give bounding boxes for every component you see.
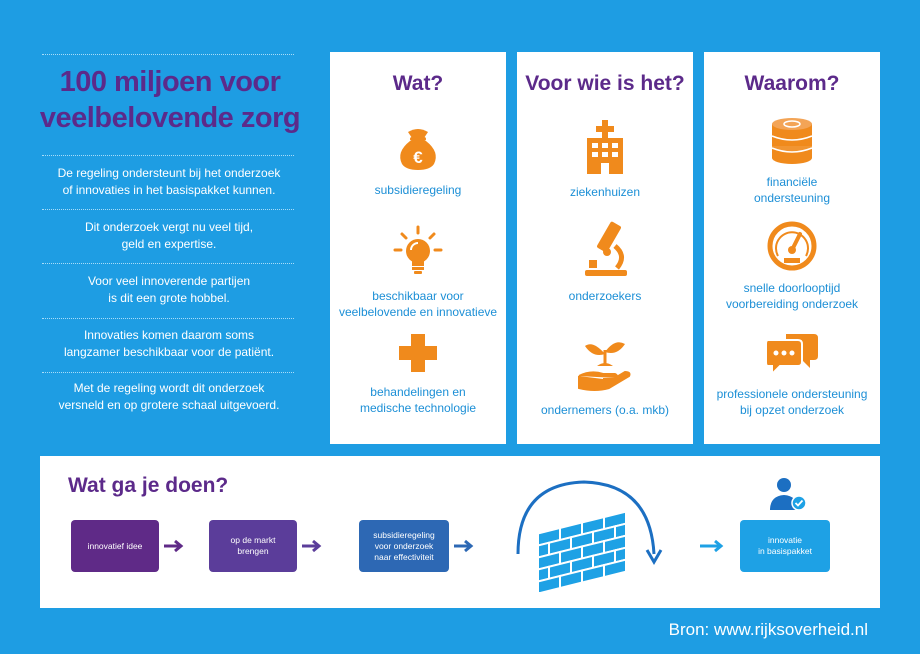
- item-label: voorbereiding onderzoek: [725, 297, 859, 311]
- item-label: subsidieregeling: [374, 183, 462, 197]
- step-label: naar effectiviteit: [374, 551, 434, 562]
- speedometer-icon: [766, 220, 818, 272]
- divider: [42, 263, 294, 264]
- lightbulb-icon: [390, 224, 446, 280]
- card-item: [330, 122, 506, 198]
- intro-statement: [40, 273, 298, 307]
- intro-text: of innovaties in het basispakket kunnen.: [62, 183, 276, 197]
- card-item: [517, 118, 693, 200]
- card-voor-wie: [517, 52, 693, 444]
- coin-stack-icon: [768, 116, 816, 166]
- user-check-icon: [768, 476, 808, 512]
- intro-text: langzamer beschikbaar voor de patiënt.: [63, 345, 275, 359]
- svg-text:€: €: [413, 148, 423, 167]
- title-line-1: 100 miljoen voor: [59, 66, 281, 98]
- card-item: [704, 220, 880, 312]
- step-label: innovatief idee: [87, 540, 143, 551]
- process-step: [359, 520, 449, 572]
- step-label: subsidieregeling: [373, 529, 435, 540]
- card-heading: Waarom?: [744, 72, 840, 95]
- card-item: [517, 220, 693, 304]
- brick-wall-icon: [504, 474, 684, 592]
- item-label: onderzoekers: [568, 289, 642, 303]
- intro-text: versneld en op grotere schaal uitgevoerd.: [58, 398, 280, 412]
- card-item: [704, 116, 880, 206]
- item-label: snelle doorlooptijd: [743, 281, 841, 295]
- arrow-right-icon: [700, 539, 724, 553]
- intro-statement: [40, 165, 298, 199]
- intro-text: Innovaties komen daarom soms: [83, 328, 255, 342]
- money-bag-euro-icon: [392, 122, 444, 174]
- intro-statement: [40, 219, 298, 253]
- divider: [42, 209, 294, 210]
- item-label: bij opzet onderzoek: [739, 403, 845, 417]
- card-item: [330, 224, 506, 320]
- item-label: behandelingen en: [370, 385, 466, 399]
- item-label: ondernemers (o.a. mkb): [540, 403, 670, 417]
- chat-bubbles-icon: [764, 328, 820, 378]
- card-wat: [330, 52, 506, 444]
- intro-text: is dit een grote hobbel.: [108, 291, 230, 305]
- intro-text: Met de regeling wordt dit onderzoek: [73, 381, 265, 395]
- microscope-icon: [577, 220, 633, 280]
- arrow-right-icon: [454, 539, 474, 553]
- source-credit: Bron: www.rijksoverheid.nl: [668, 620, 868, 639]
- title-line-2: veelbelovende zorg: [39, 102, 301, 134]
- divider: [42, 372, 294, 373]
- step-label: op de markt: [230, 535, 276, 545]
- intro-text: Dit onderzoek vergt nu veel tijd,: [84, 220, 254, 234]
- process-heading: Wat ga je doen?: [68, 474, 229, 497]
- card-item: [517, 336, 693, 418]
- divider: [42, 54, 294, 55]
- card-item: [704, 328, 880, 418]
- process-step: [209, 520, 297, 572]
- intro-text: Voor veel innoverende partijen: [87, 274, 251, 288]
- step-label: in basispakket: [758, 546, 812, 556]
- step-label: innovatie: [767, 535, 803, 545]
- arrow-right-icon: [302, 539, 322, 553]
- intro-text: De regeling ondersteunt bij het onderzoek: [57, 166, 281, 180]
- page-title: [20, 64, 320, 136]
- item-label: ondersteuning: [753, 191, 831, 205]
- card-waarom: [704, 52, 880, 444]
- step-label: voor onderzoek: [374, 540, 434, 551]
- card-heading: Voor wie is het?: [525, 72, 685, 95]
- item-label: veelbelovende en innovatieve: [338, 305, 498, 319]
- hand-sprout-icon: [575, 336, 635, 394]
- divider: [42, 318, 294, 319]
- item-label: financiële: [766, 175, 818, 189]
- arrow-right-icon: [164, 539, 184, 553]
- medical-cross-icon: [395, 330, 441, 376]
- hospital-icon: [581, 118, 629, 176]
- item-label: medische technologie: [359, 401, 477, 415]
- divider: [42, 155, 294, 156]
- step-label: brengen: [237, 546, 269, 556]
- process-panel: [40, 456, 880, 608]
- card-item: [330, 330, 506, 416]
- intro-text: geld en expertise.: [121, 237, 217, 251]
- process-step: [740, 520, 830, 572]
- item-label: professionele ondersteuning: [716, 387, 868, 401]
- item-label: beschikbaar voor: [372, 289, 464, 303]
- intro-statement: [40, 380, 298, 414]
- card-heading: Wat?: [392, 72, 444, 95]
- item-label: ziekenhuizen: [569, 185, 641, 199]
- process-step: [71, 520, 159, 572]
- intro-statement: [40, 327, 298, 361]
